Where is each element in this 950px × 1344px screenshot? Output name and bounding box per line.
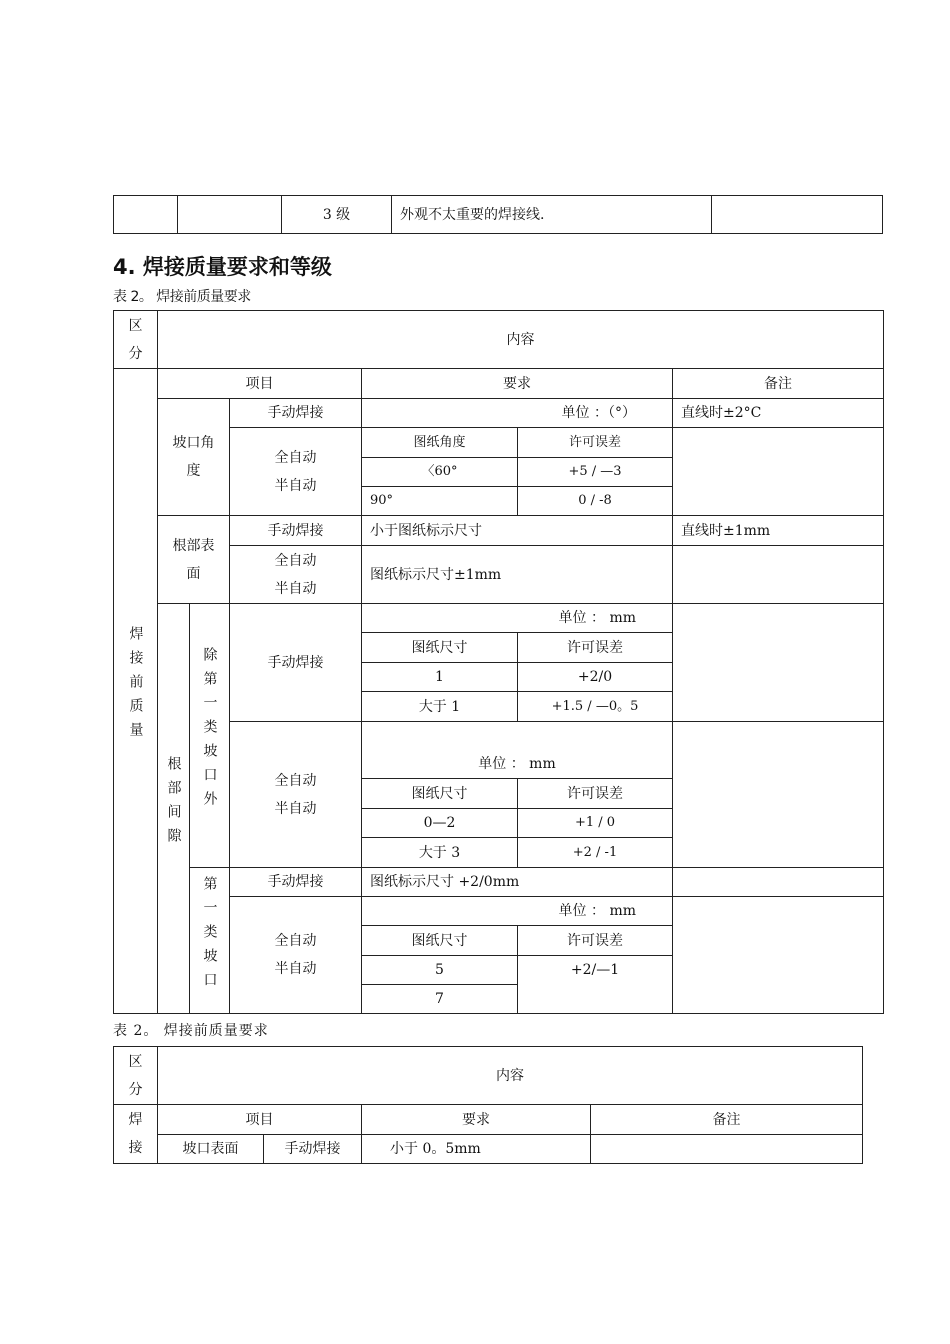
root-gap-sub1-label: 除第一类坡口外 — [190, 604, 230, 868]
row-item: 坡口表面 — [158, 1135, 264, 1164]
pre-weld-quality-table-2 — [113, 1046, 863, 1164]
method-manual: 手动焊接 — [230, 399, 362, 428]
gap-col-size: 图纸尺寸 — [362, 926, 518, 956]
root-face-auto-remark — [673, 546, 884, 604]
gap-col-size: 图纸尺寸 — [362, 779, 518, 809]
pre-weld-quality-table — [113, 310, 884, 1014]
gap-sub2-manual-req: 图纸标示尺寸 +2/0mm — [362, 868, 673, 897]
method-auto: 全自动 半自动 — [230, 722, 362, 868]
col-header-requirement: 要求 — [362, 369, 673, 399]
bevel-unit: 单位 ：（°） — [362, 399, 673, 428]
gap-col-size: 图纸尺寸 — [362, 633, 518, 663]
gap-sub1-manual-remark — [673, 604, 884, 722]
grade-cell-empty — [114, 196, 178, 234]
bevel-note: 直线时±2°C — [673, 399, 884, 428]
header-qufen: 区 分 — [114, 1047, 158, 1105]
bevel-tolerance-value: 0 / -8 — [518, 487, 673, 516]
bevel-col-angle: 图纸角度 — [362, 428, 518, 458]
row-method: 手动焊接 — [264, 1135, 362, 1164]
col-header-item: 项目 — [158, 369, 362, 399]
grade-level: 3 级 — [282, 196, 392, 234]
root-face-manual-note: 直线时±1mm — [673, 516, 884, 546]
gap-size-value: 大于 3 — [362, 838, 518, 868]
method-manual: 手动焊接 — [230, 868, 362, 897]
bevel-auto-remark — [673, 428, 884, 516]
gap-col-tolerance: 许可误差 — [518, 926, 673, 956]
table-caption: 表 2。 焊接前质量要求 — [113, 1023, 269, 1039]
header-neirong: 内容 — [158, 311, 884, 369]
grade-table — [113, 195, 883, 234]
col-header-requirement: 要求 — [362, 1105, 591, 1135]
gap-col-tolerance: 许可误差 — [518, 633, 673, 663]
root-face-manual-req: 小于图纸标示尺寸 — [362, 516, 673, 546]
gap-tolerance-value: +1.5 / —0。5 — [518, 692, 673, 722]
bevel-tolerance-value: +5 / —3 — [518, 458, 673, 487]
col-header-item: 项目 — [158, 1105, 362, 1135]
col-header-remark: 备注 — [591, 1105, 863, 1135]
header-qufen: 区 分 — [114, 311, 158, 369]
gap-tolerance-value: +2/0 — [518, 663, 673, 692]
gap-sub2-manual-remark — [673, 868, 884, 897]
gap-sub1-auto-remark — [673, 722, 884, 868]
gap-unit: 单位 ： mm — [362, 722, 673, 779]
gap-size-value: 1 — [362, 663, 518, 692]
root-face-label: 根部表 面 — [158, 516, 230, 604]
root-face-auto-req: 图纸标示尺寸±1mm — [362, 546, 673, 604]
method-auto: 全自动 半自动 — [230, 897, 362, 1014]
grade-cell-empty — [178, 196, 282, 234]
header-neirong: 内容 — [158, 1047, 863, 1105]
root-gap-sub2-label: 第一类坡口 — [190, 868, 230, 1014]
grade-cell-empty — [712, 196, 883, 234]
gap-tolerance-value: +1 / 0 — [518, 809, 673, 838]
method-manual: 手动焊接 — [230, 604, 362, 722]
side-label: 焊接前质量 — [114, 369, 158, 1014]
gap-sub2-auto-remark — [673, 897, 884, 1014]
bevel-angle-label: 坡口角 度 — [158, 399, 230, 516]
section-heading: 4. 焊接质量要求和等级 — [113, 255, 332, 279]
gap-size-value: 大于 1 — [362, 692, 518, 722]
bevel-angle-value: 〈60° — [362, 458, 518, 487]
side-label: 焊 接 — [114, 1105, 158, 1164]
col-header-remark: 备注 — [673, 369, 884, 399]
gap-unit: 单位 ： mm — [362, 604, 673, 633]
gap-size-value: 0—2 — [362, 809, 518, 838]
gap-col-tolerance: 许可误差 — [518, 779, 673, 809]
method-auto: 全自动 半自动 — [230, 546, 362, 604]
gap-tolerance-value: +2 / -1 — [518, 838, 673, 868]
grade-description: 外观不太重要的焊接线. — [392, 196, 712, 234]
bevel-col-tolerance: 许可误差 — [518, 428, 673, 458]
gap-size-value: 7 — [362, 985, 518, 1014]
table-caption: 表 2。 焊接前质量要求 — [113, 289, 251, 305]
gap-unit: 单位 ： mm — [362, 897, 673, 926]
method-auto: 全自动 半自动 — [230, 428, 362, 516]
bevel-angle-value: 90° — [362, 487, 518, 516]
row-remark — [591, 1135, 863, 1164]
gap-size-value: 5 — [362, 956, 518, 985]
root-gap-label: 根部间隙 — [158, 604, 190, 1014]
method-manual: 手动焊接 — [230, 516, 362, 546]
gap-tolerance-value: +2/—1 — [518, 956, 673, 1014]
row-requirement: 小于 0。5mm — [362, 1135, 591, 1164]
